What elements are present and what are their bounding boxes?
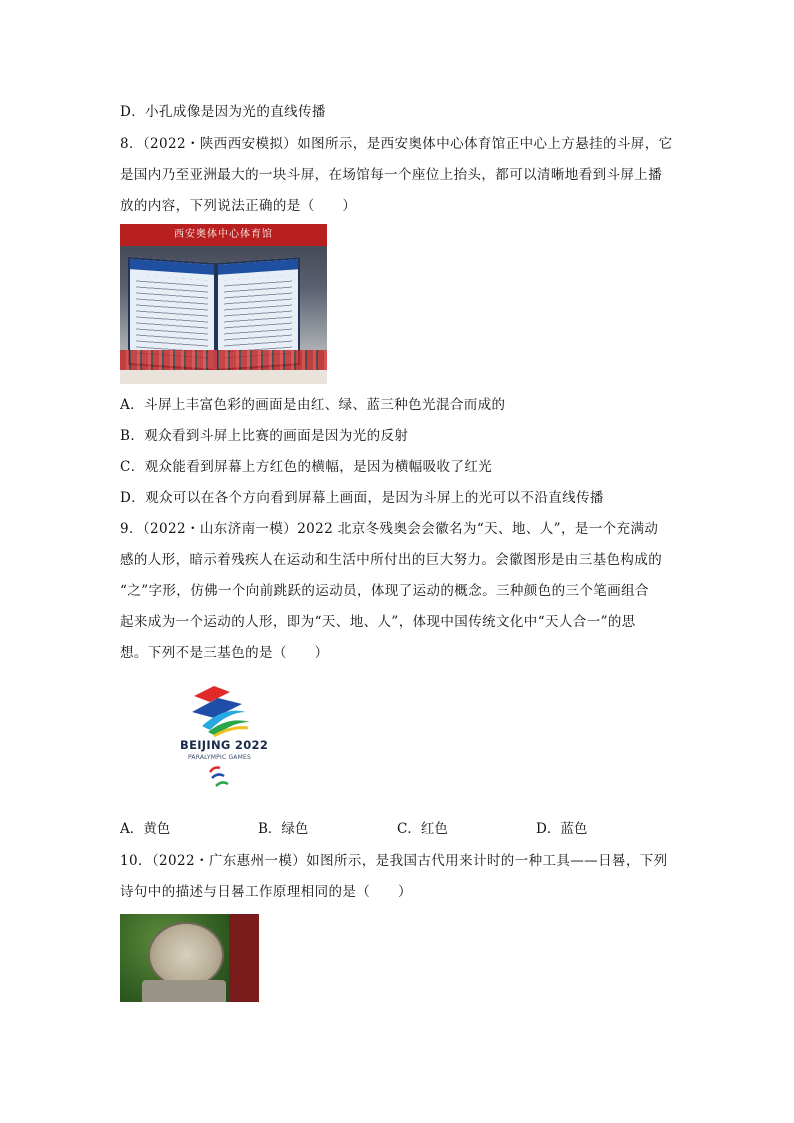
red-wall [229, 914, 259, 1002]
floor [120, 370, 327, 384]
beijing-2022-paralympic-logo [180, 682, 269, 794]
sundial-photo [120, 914, 259, 1002]
q8-option-d: D．观众可以在各个方向看到屏幕上画面，是因为斗屏上的光可以不沿直线传播 [120, 490, 604, 506]
q10-stem-line-1: 10．（2022・广东惠州一模）如图所示，是我国古代用来计时的一种工具——日晷，下列 [120, 853, 668, 869]
logo-subtext: PARALYMPIC GAMES [188, 754, 251, 761]
q9-option-c: C．红色 [397, 821, 448, 837]
q9-stem-line-1: 9．（2022・山东济南一模）2022 北京冬残奥会会徽名为“天、地、人”，是一个充满动 [120, 521, 659, 537]
q10-stem-line-2: 诗句中的描述与日晷工作原理相同的是（ ） [120, 884, 412, 900]
logo-emblem-icon [184, 682, 264, 738]
sundial-face [148, 922, 224, 988]
scoreboard-photo [120, 224, 327, 384]
sundial-base [142, 980, 226, 1002]
agitos-icon [206, 764, 234, 792]
q8-stem-line-1: 8．（2022・陕西西安模拟）如图所示，是西安奥体中心体育馆正中心上方悬挂的斗屏，它 [120, 136, 673, 152]
q9-stem-line-4: 起来成为一个运动的人形，即为“天、地、人”，体现中国传统文化中“天人合一”的思 [120, 614, 636, 630]
q8-option-c: C．观众能看到屏幕上方红色的横幅，是因为横幅吸收了红光 [120, 459, 493, 475]
q9-stem-line-3: “之”字形，仿佛一个向前跳跃的运动员，体现了运动的概念。三种颜色的三个笔画组合 [120, 583, 649, 599]
logo-text: BEIJING 2022 [180, 738, 269, 752]
q9-stem-line-2: 感的人形，暗示着残疾人在运动和生活中所付出的巨大努力。会徽图形是由三基色构成的 [120, 552, 663, 568]
line-q7-option-d: D．小孔成像是因为光的直线传播 [120, 104, 326, 120]
photo-banner: 西安奥体中心体育馆 [120, 224, 327, 246]
q8-stem-line-2: 是国内乃至亚洲最大的一块斗屏，在场馆每一个座位上抬头，都可以清晰地看到斗屏上播 [120, 167, 663, 183]
q8-option-b: B．观众看到斗屏上比赛的画面是因为光的反射 [120, 428, 409, 444]
q9-option-b: B．绿色 [258, 821, 309, 837]
q8-option-a: A．斗屏上丰富色彩的画面是由红、绿、蓝三种色光混合而成的 [120, 397, 506, 413]
q9-stem-line-5: 想。下列不是三基色的是（ ） [120, 645, 329, 661]
q9-option-a: A．黄色 [120, 821, 171, 837]
q9-option-d: D．蓝色 [536, 821, 588, 837]
q8-stem-line-3: 放的内容，下列说法正确的是（ ） [120, 198, 357, 214]
